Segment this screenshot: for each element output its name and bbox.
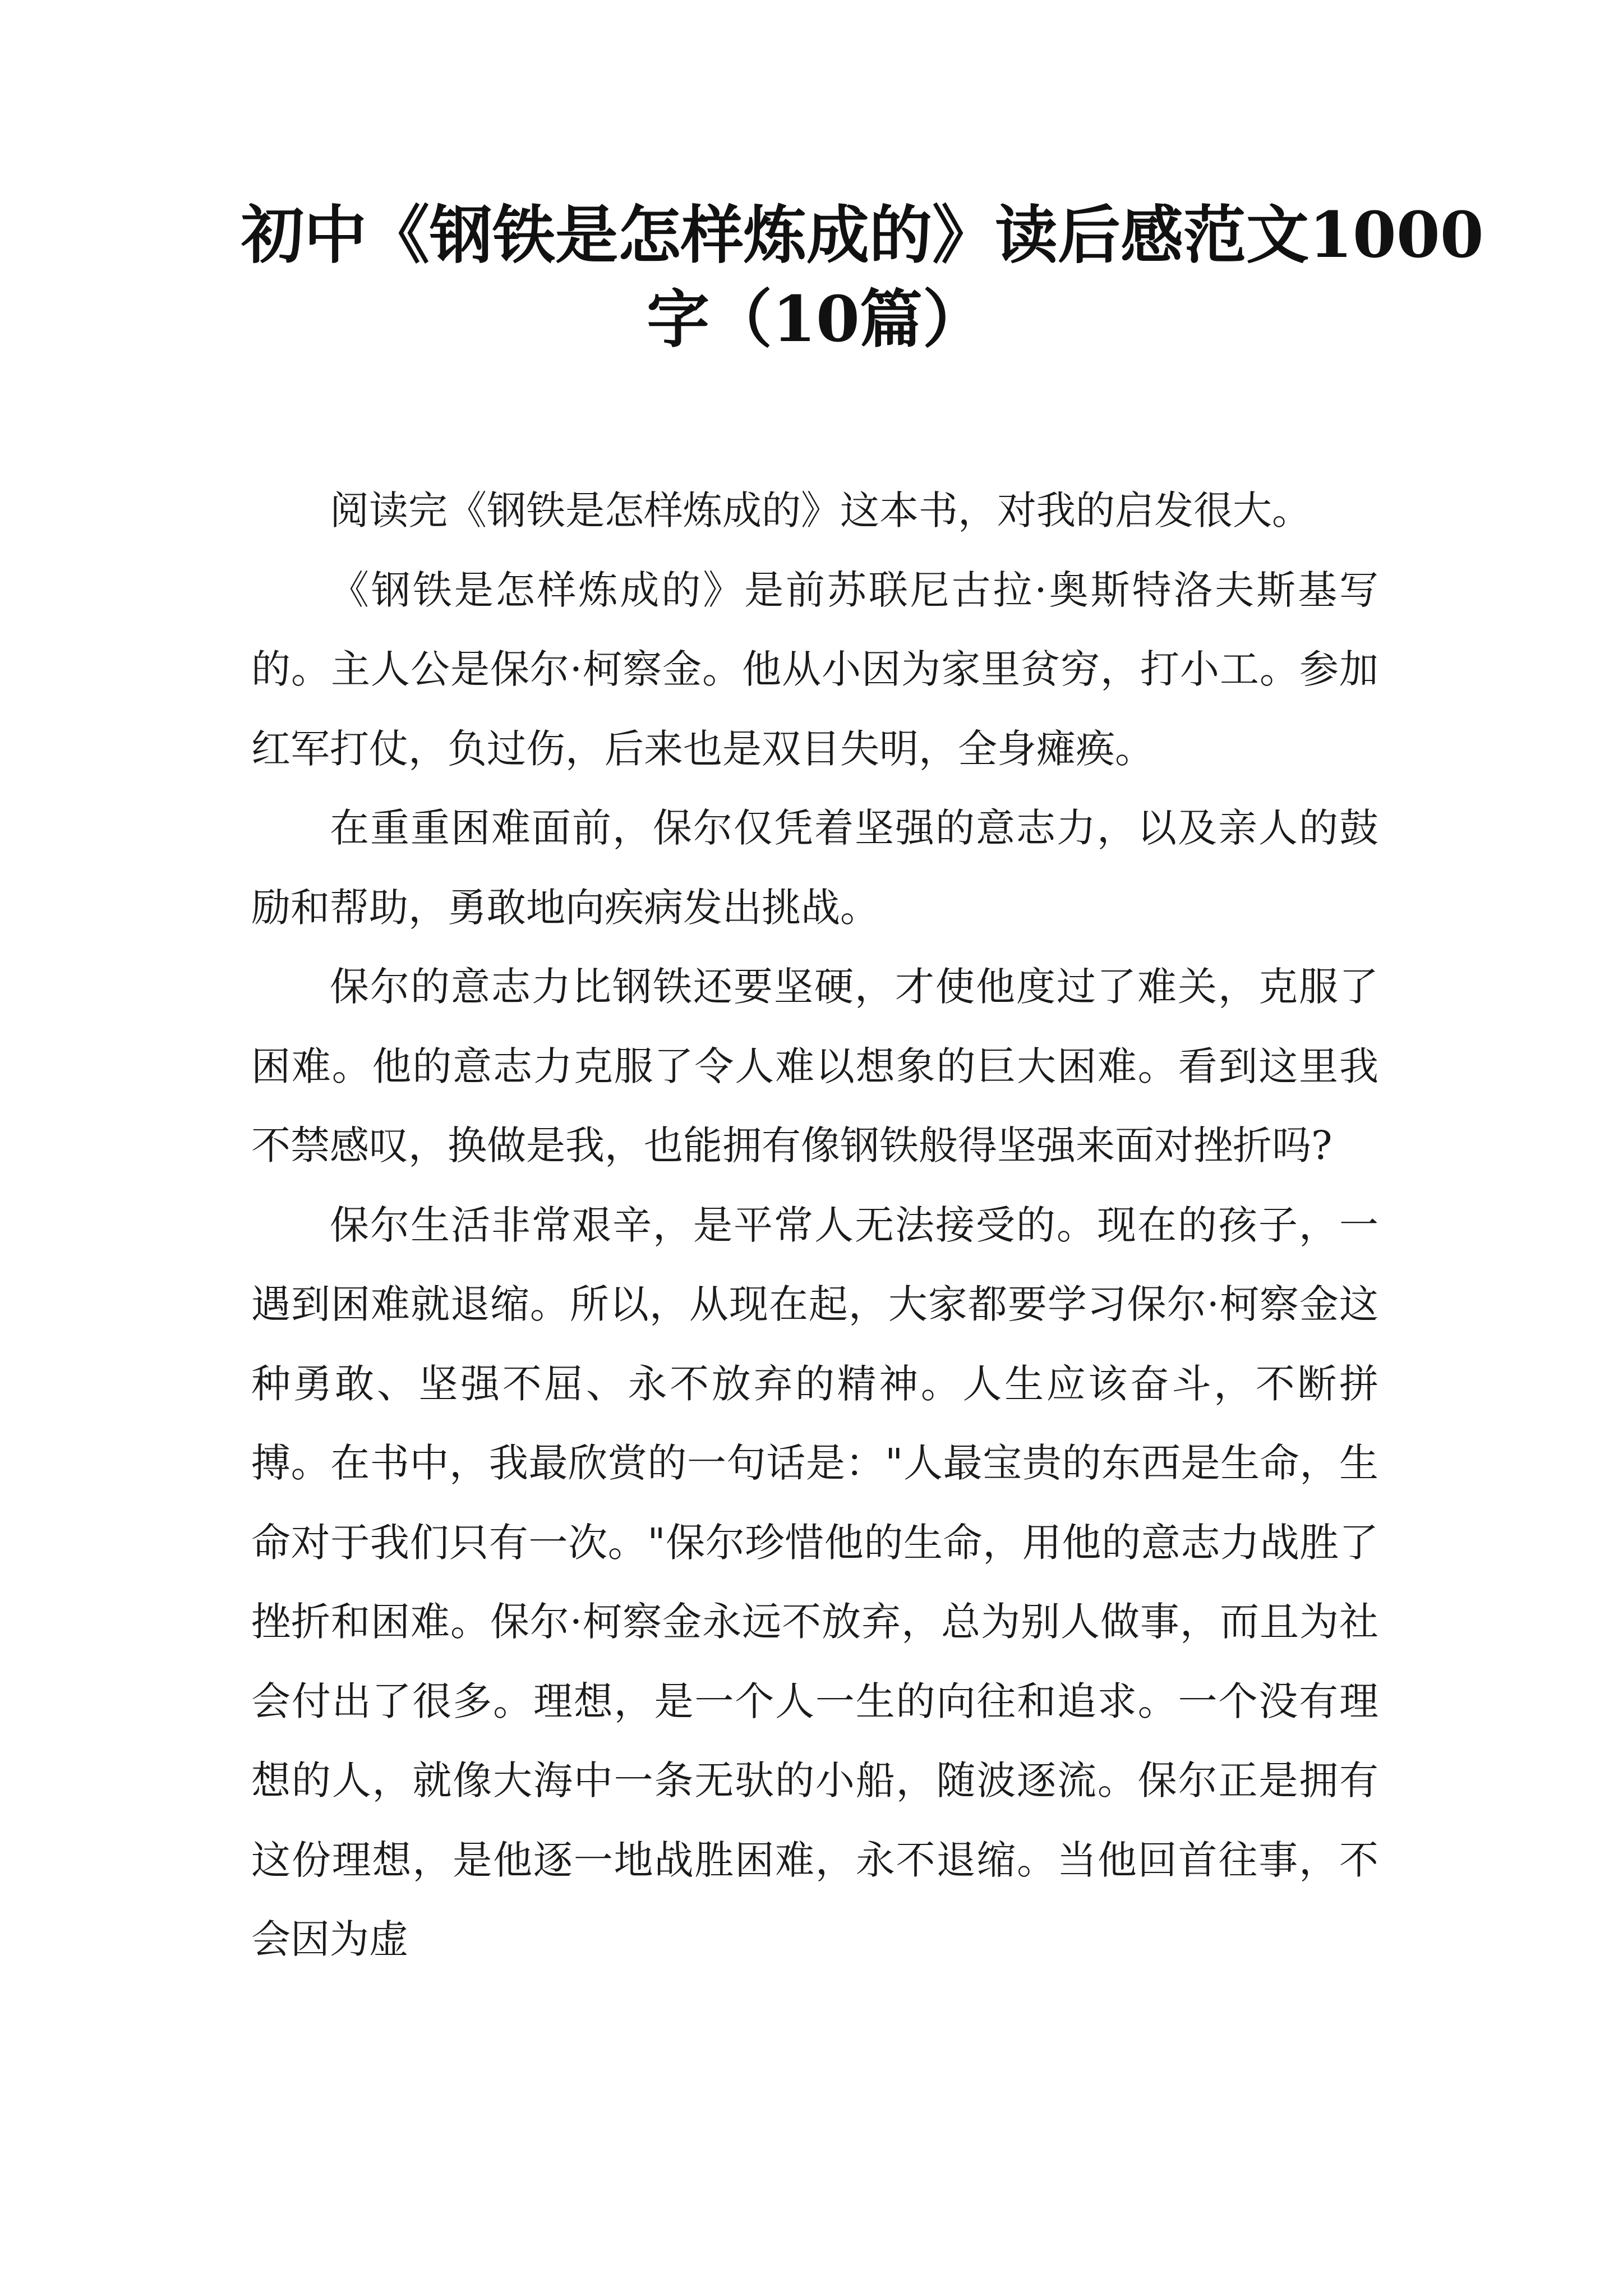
document-body [251,471,1378,1980]
paragraph-3: 在重重困难面前，保尔仅凭着坚强的意志力，以及亲人的鼓励和帮助，勇敢地向疾病发出挑战。 [251,805,1378,931]
paragraph-4: 保尔的意志力比钢铁还要坚硬，才使他度过了难关，克服了困难。他的意志力克服了令人难以想象的巨大困难。看到这里我不禁感叹，换做是我，也能拥有像钢铁般得坚强来面对挫折吗? [251,964,1378,1168]
document-title [241,194,1484,362]
paragraph-5: 保尔生活非常艰辛，是平常人无法接受的。现在的孩子，一遇到困难就退缩。所以，从现在起，大家都要学习保尔·柯察金这种勇敢、坚强不屈、永不放弃的精神。人生应该奋斗，不断拼搏。在书中，我最欣赏的一句话是："人最宝贵的东西是生命，生命对于我们只有一次。"保尔珍惜他的生命，用他的意志力战胜了挫折和困难。保尔·柯察金永远不放弃，总为别人做事，而且为社会付出了很多。理想，是一个人一生的向往和追求。一个没有理想的人，就像大海中一条无驮的小船，随波逐流。保尔正是拥有这份理想，是他逐一地战胜困难，永不退缩。当他回首往事，不会因为虚 [251,1202,1378,1962]
title-line-2: 字（10篇） [647,283,985,356]
title-line-1: 初中《钢铁是怎样炼成的》读后感范文1000 [241,199,1484,272]
paragraph-1: 阅读完《钢铁是怎样炼成的》这本书，对我的启发很大。 [330,487,1311,533]
paragraph-2: 《钢铁是怎样炼成的》是前苏联尼古拉·奥斯特洛夫斯基写的。主人公是保尔·柯察金。他从小因为家里贫穷，打小工。参加红军打仗，负过伤，后来也是双目失明，全身瘫痪。 [251,567,1378,772]
